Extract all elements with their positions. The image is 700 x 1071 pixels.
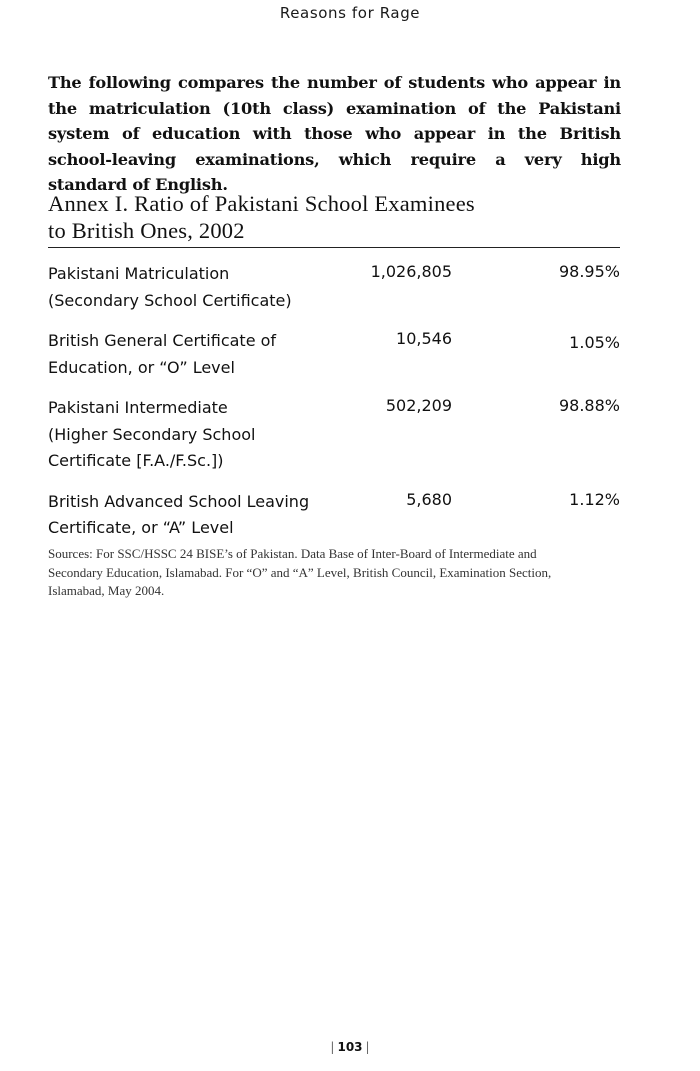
title-rule	[48, 247, 620, 248]
row-percent: 98.95%	[558, 262, 620, 281]
row-label-line: (Higher Secondary School	[48, 424, 256, 444]
table-row	[48, 261, 620, 314]
row-label-line: Certificate, or “A” Level	[48, 518, 234, 537]
table-title	[48, 190, 620, 244]
examinee-table	[48, 261, 620, 556]
folio-divider: |	[330, 1040, 335, 1054]
sources-line: Islamabad, May 2004.	[48, 583, 165, 598]
row-count: 10,546	[396, 329, 452, 348]
table-title-line-1: Annex I. Ratio of Pakistani School Examinees	[48, 191, 475, 216]
row-count: 502,209	[385, 396, 452, 415]
row-label	[48, 328, 348, 381]
row-percent: 98.88%	[558, 396, 620, 415]
table-title-line-2: to British Ones, 2002	[48, 218, 245, 243]
row-label	[48, 395, 348, 475]
running-head: Reasons for Rage	[279, 4, 421, 22]
row-label-line: Pakistani Matriculation	[48, 264, 230, 283]
table-row	[48, 395, 620, 475]
page-number-value: 103	[337, 1040, 363, 1054]
row-percent: 1.12%	[569, 489, 620, 509]
row-label-line: Pakistani Intermediate	[48, 398, 228, 417]
row-label-line: Certificate [F.A./F.Sc.])	[48, 451, 224, 470]
row-label	[48, 261, 348, 314]
row-label	[48, 489, 348, 542]
row-label-line: British Advanced School Leaving	[48, 491, 310, 511]
row-label-line: (Secondary School Certificate)	[48, 290, 292, 310]
row-count: 1,026,805	[370, 262, 452, 281]
row-label-line: British General Certificate of	[48, 331, 277, 350]
sources-line: Secondary Education, Islamabad. For “O” and “A” Level, British Council, Examination Section,	[48, 564, 552, 580]
table-row	[48, 328, 620, 381]
sources-note	[48, 545, 620, 601]
row-count: 5,680	[406, 489, 452, 509]
folio-divider: |	[365, 1040, 370, 1054]
page-number	[0, 1040, 700, 1054]
row-percent: 1.05%	[569, 333, 620, 352]
row-label-line: Education, or “O” Level	[48, 357, 235, 377]
table-row	[48, 489, 620, 542]
intro-paragraph: The following compares the number of students who appear in the matriculation (10th class) examination of the Pakistani system of education with those who appear in the British school-leaving examinations, which require a very high standard of English.	[48, 73, 621, 194]
sources-line: Sources: For SSC/HSSC 24 BISE’s of Pakistan. Data Base of Inter-Board of Intermediate and	[48, 546, 537, 561]
